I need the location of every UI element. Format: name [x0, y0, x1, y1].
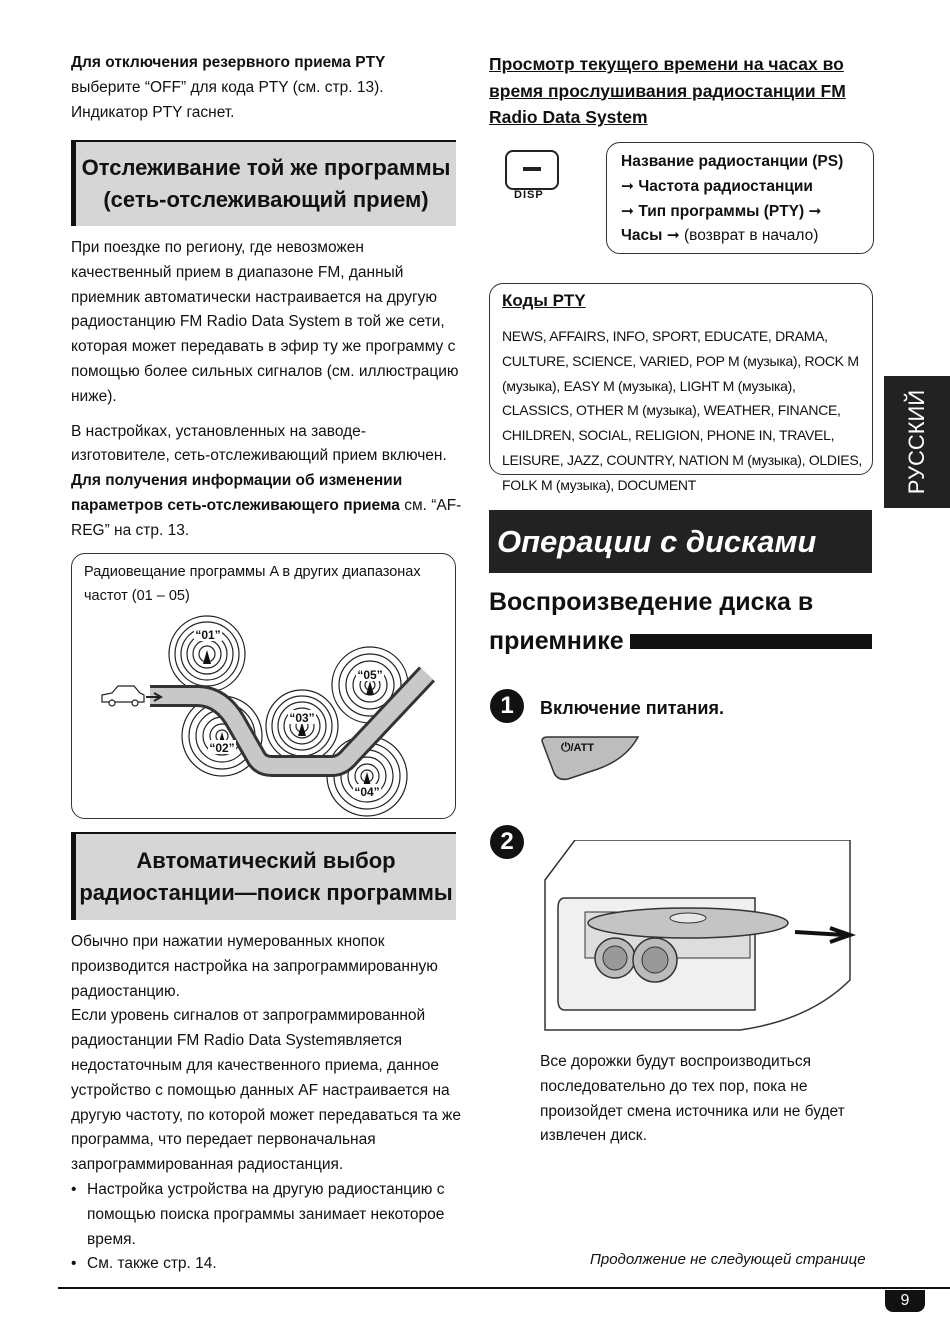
power-button-label: /ATT [570, 741, 595, 754]
arrow-right-icon: ➞ [621, 177, 634, 195]
display-cycle [621, 150, 871, 249]
bullet-item: • Настройка устройства на другую радиостанцию с помощью поиска программы занимает некоторое время. [71, 1178, 463, 1252]
clock-heading: Просмотр текущего времени на часах во время прослушивания радиостанции FM Radio Data System [489, 54, 846, 127]
auto-heading-line2: радиостанции—поиск программы [79, 880, 453, 905]
page-number: 9 [885, 1290, 925, 1312]
display-cycle-box [606, 142, 874, 254]
network-text2-bold: Для получения информации об изменении параметров сеть-отслеживающего приема [71, 472, 403, 514]
section-title-bar [489, 510, 872, 573]
heading-rule [630, 634, 872, 649]
section-title: Операции с дисками [497, 523, 817, 559]
step2-text: Все дорожки будут воспроизводиться последовательно до тех пор, пока не произойдет смена источника или не будет извлечен диск. [540, 1053, 845, 1145]
network-heading-line1: Отслеживание той же программы [81, 155, 451, 180]
station-label-01: “01” [195, 628, 221, 642]
arrow-right-icon: ➞ [666, 227, 680, 245]
step1-text: Включение питания. [540, 698, 724, 718]
diagram-caption-line1: Радиовещание программы A в других диапазонах [84, 564, 421, 580]
diagram-caption-line2: частот (01 – 05) [84, 588, 190, 604]
pty-off-line2: Индикатор PTY гаснет. [71, 103, 235, 121]
pty-off-title: Для отключения резервного приема PTY [71, 54, 386, 71]
auto-text1: Обычно при нажатии нумерованных кнопок производится настройка на запрограммированную радиостанцию. [71, 933, 438, 1000]
cycle-item1: Название радиостанции (PS) [621, 153, 844, 170]
auto-body [71, 930, 463, 1277]
power-att-button[interactable] [538, 733, 642, 783]
station-label-04: “04” [354, 785, 380, 799]
auto-bullets [71, 1178, 463, 1277]
disp-label: DISP [514, 189, 544, 201]
play-heading [489, 583, 874, 661]
pty-off-line1: выберите “OFF” для кода PTY (см. стр. 13). [71, 78, 384, 96]
power-icon: ⏻ [561, 740, 571, 754]
pty-codes-text: NEWS, AFFAIRS, INFO, SPORT, EDUCATE, DRAMA, CULTURE, SCIENCE, VARIED, POP M (музыка), ROCK M (музыка), EASY M (музыка), LIGHT M (музыка), CLASSICS, OTHER M (музыка), WEATHER, FINANCE, CHILDREN, SOCIAL, RELIGION, PHONE IN, TRAVEL, LEISURE, JAZZ, COUNTRY, NATION M (музыка), OLDIES, FOLK M (музыка), DOCUMENT [502, 328, 862, 493]
pty-codes-title: Коды PTY [502, 291, 586, 310]
network-body [71, 236, 463, 544]
station-label-02: “02” [209, 741, 235, 755]
bullet-item: • См. также стр. 14. [71, 1252, 463, 1277]
diagram-illustration [72, 554, 455, 818]
station-label-03: “03” [289, 711, 315, 725]
step1-number: 1 [490, 689, 524, 723]
language-tab [884, 376, 950, 508]
arrow-right-icon: ➞ [808, 202, 822, 220]
arrow-right-icon: ➞ [621, 202, 634, 220]
auto-heading [71, 832, 456, 920]
play-heading-line1: Воспроизведение диска в [489, 588, 814, 616]
auto-heading-line1: Автоматический выбор [136, 848, 396, 873]
pty-off-note [71, 51, 461, 125]
continued-note: Продолжение не следующей странице [590, 1251, 866, 1268]
step2-number: 2 [490, 825, 524, 859]
network-heading [71, 140, 456, 226]
cycle-tail: (возврат в начало) [684, 227, 819, 245]
auto-text2: Если уровень сигналов от запрограммированной радиостанции FM Radio Data Systemявляется недостаточным для качественного приема, данное устройство с помощью данных AF настраивается на другую частоту, по которой может передаваться та же программа, что передает первоначальная запрограммированная радиостанция. [71, 1007, 461, 1174]
car-icon [102, 686, 144, 706]
network-heading-line2: (сеть-отслеживающий прием) [103, 187, 429, 212]
footer-rule [58, 1287, 950, 1289]
network-text2-tail: см. “AF-REG” на стр. 13. [71, 496, 462, 539]
pty-codes-box [489, 283, 873, 493]
network-diagram [71, 553, 456, 819]
cycle-item4: Часы [621, 227, 663, 245]
disp-button[interactable] [505, 150, 559, 190]
network-text1: При поездке по региону, где невозможен качественный прием в диапазоне FM, данный приемник автоматически настраивается на другую радиостанцию FM Radio Data System в той же сети, которая может передавать в эфир ту же программу с помощью более сильных сигналов (см. иллюстрацию ниже). [71, 239, 459, 405]
cycle-item3: Тип программы (PTY) [638, 202, 805, 220]
cycle-item2: Частота радиостанции [638, 177, 813, 195]
play-heading-line2: приемнике [489, 627, 624, 655]
language-tab-label: РУССКИЙ [904, 389, 929, 495]
dash-icon [523, 167, 541, 171]
disc-insert-illustration [540, 840, 860, 1040]
station-label-05: “05” [357, 668, 383, 682]
network-text2-plain: В настройках, установленных на заводе-изготовителе, сеть-отслеживающий прием включен. [71, 422, 447, 465]
